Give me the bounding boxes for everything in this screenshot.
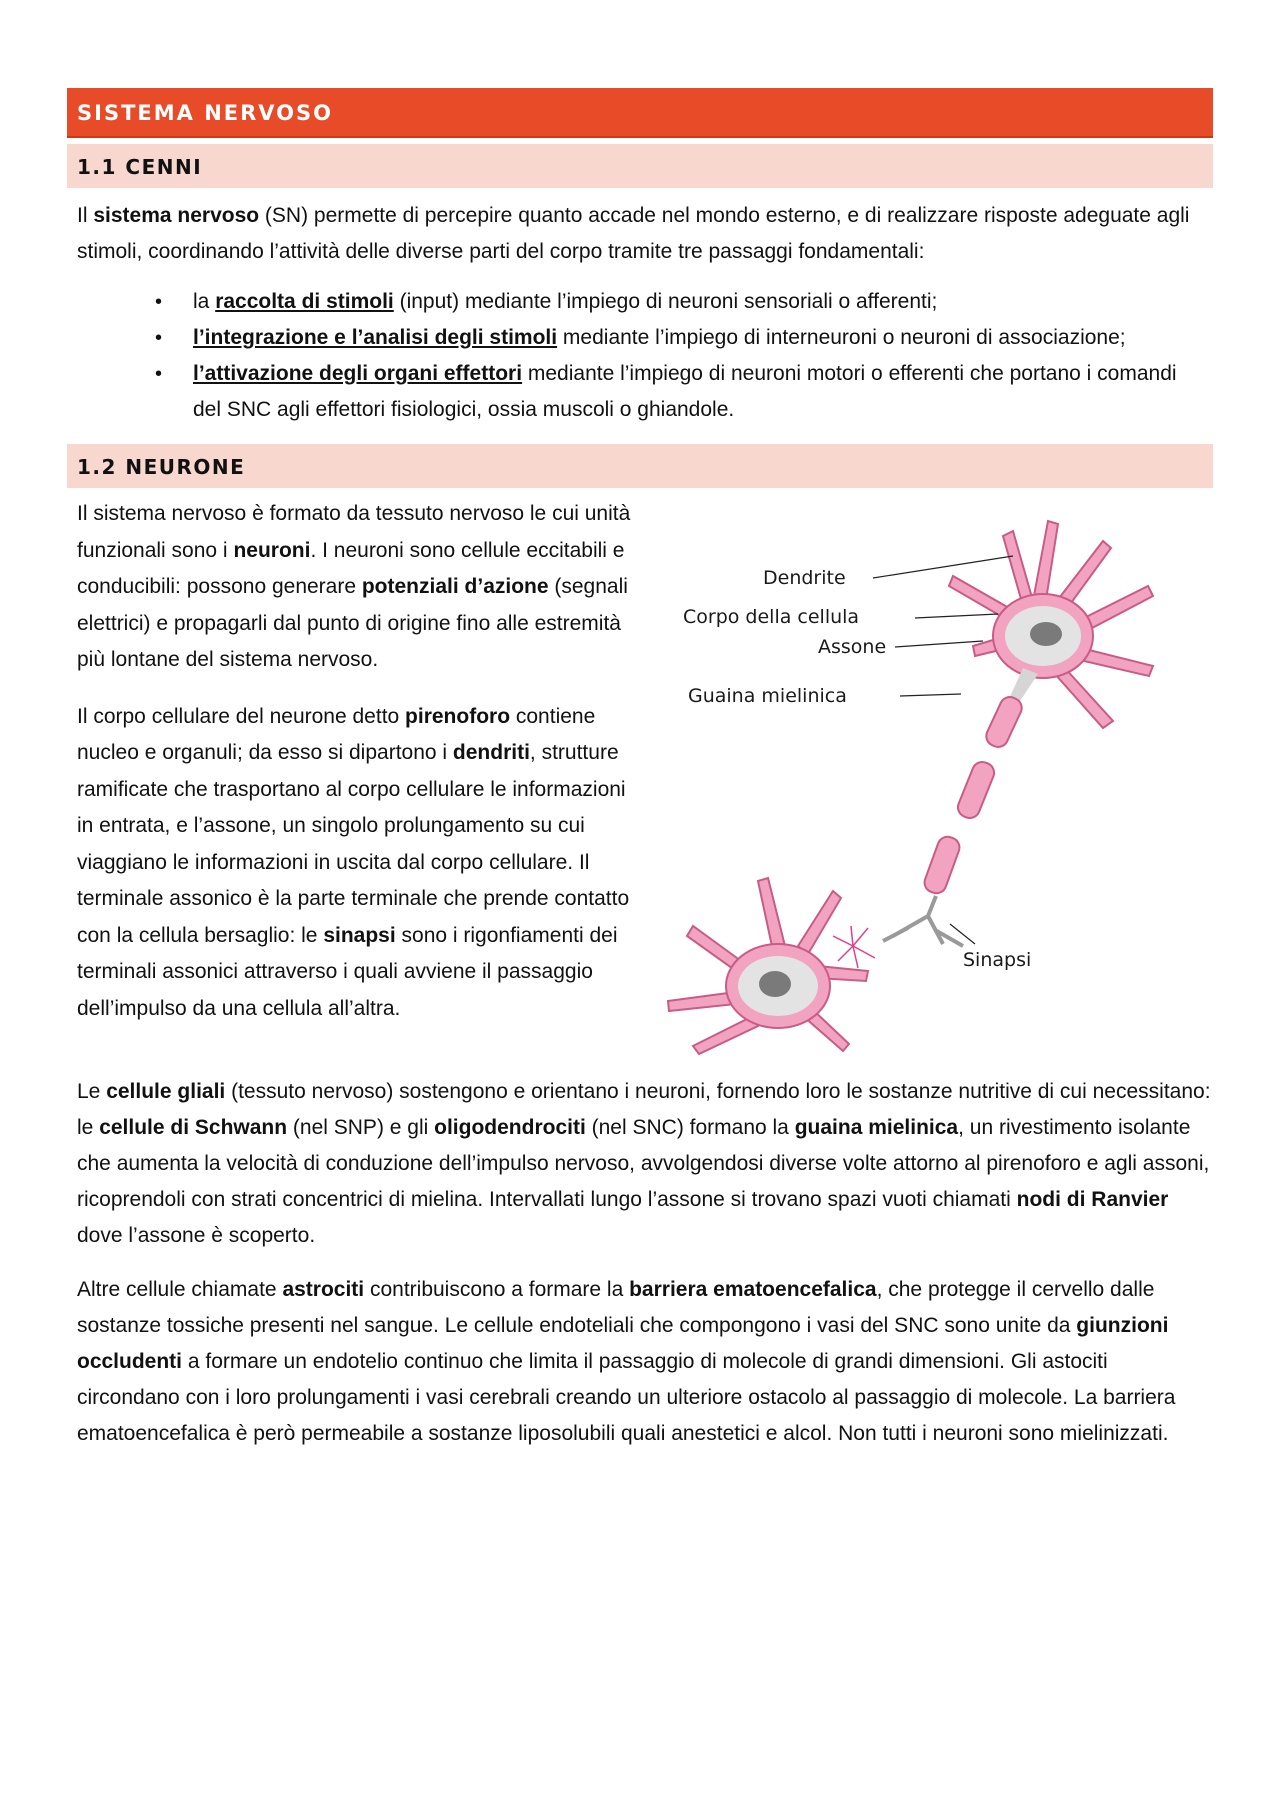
document-page xyxy=(67,88,1213,1452)
text-run: contribuiscono a formare la xyxy=(364,1278,630,1301)
text-run: , un rivestimento isolante che aumenta la velocità di conduzione dell’impulso nervoso, avvolgendosi diverse volte attorno al pirenoforo e agli assoni, ricoprendoli con strati concentrici di mielina. Intervallati lungo l’assone si trovano spazi vuoti chiamati xyxy=(77,1116,1210,1211)
text-run: (nel SNP) e gli xyxy=(287,1116,435,1139)
bold-term: giunzioni occludenti xyxy=(77,1314,1169,1373)
list-item xyxy=(67,320,1213,356)
paragraph xyxy=(67,1074,1213,1254)
text-run: , che protegge il cervello dalle sostanze tossiche presenti nel sangue. Le cellule endoteliali che compongono i vasi del SNC sono unite da xyxy=(77,1278,1155,1337)
neuron-text-column xyxy=(67,496,645,1056)
text-run: la xyxy=(193,290,216,313)
text-run: Altre cellule chiamate xyxy=(77,1278,283,1301)
axon-myelin xyxy=(922,694,1025,896)
text-run: Il xyxy=(77,204,94,227)
bold-term: cellule gliali xyxy=(106,1080,226,1103)
list-item xyxy=(67,356,1213,428)
text-run: a formare un endotelio continuo che limita il passaggio di molecole di grandi dimensioni. Gli astociti circondano con i loro prolungamenti i vasi cerebrali creando un ulteriore ostacolo al passaggio di molecole. La barriera ematoencefalica è però permeabile a sostanze liposolubili quali anestetici e alcol. Non tutti i neuroni sono mielinizzati. xyxy=(77,1350,1176,1445)
bold-term: pirenoforo xyxy=(405,704,511,728)
text-run: (nel SNC) formano la xyxy=(585,1116,795,1139)
bullet-icon: • xyxy=(155,291,163,313)
text-run: sono i rigonfiamenti dei terminali assonici attraverso i quali avviene il passaggio dell’impulso da una cellula all’altra. xyxy=(77,923,618,1020)
synapse-spark xyxy=(833,926,875,968)
page-title: SISTEMA NERVOSO xyxy=(67,88,1213,138)
bold-term: cellule di Schwann xyxy=(99,1116,288,1139)
text-run: Le xyxy=(77,1080,107,1103)
intro-paragraph xyxy=(67,198,1213,270)
label-axon: Assone xyxy=(818,636,887,658)
text-run: (input) mediante l’impiego di neuroni sensoriali o afferenti; xyxy=(393,290,938,313)
bold-term: sinapsi xyxy=(323,923,396,947)
bold-term: barriera ematoencefalica xyxy=(629,1278,877,1301)
section-heading-cenni: 1.1 CENNI xyxy=(67,144,1213,188)
neuron-section xyxy=(67,496,1213,1056)
text-run: mediante l’impiego di neuroni motori o efferenti che portano i comandi del SNC agli effettori fisiologici, ossia muscoli o ghiandole. xyxy=(193,362,1177,421)
text-run: , strutture ramificate che trasportano al corpo cellulare le informazioni in entrata, e l’assone, un singolo prolungamento su cui viaggiano le informazioni in uscita dal corpo cellulare. Il terminale assonico è la parte terminale che prende contatto con la cellula bersaglio: le xyxy=(77,741,630,947)
label-dendrite: Dendrite xyxy=(763,567,846,589)
bold-term: astrociti xyxy=(282,1278,365,1301)
paragraph xyxy=(67,1272,1213,1452)
bold-term: potenziali d’azione xyxy=(361,575,549,598)
bold-term: neuroni xyxy=(233,538,311,562)
text-run: mediante l’impiego di interneuroni o neuroni di associazione; xyxy=(557,326,1126,349)
text-run: (segnali elettrici) e propagarli dal punto di origine fino alle estremità più lontane del sistema nervoso. xyxy=(77,575,628,671)
axon-terminal xyxy=(883,896,963,946)
text-run: dove l’assone è scoperto. xyxy=(77,1224,316,1247)
bold-term: guaina mielinica xyxy=(794,1116,959,1139)
text-run: . I neuroni sono cellule eccitabili e conducibili: possono generare xyxy=(77,538,625,598)
label-cell-body: Corpo della cellula xyxy=(683,606,860,628)
bold-term: sistema nervoso xyxy=(93,204,260,227)
lower-neuron xyxy=(668,878,868,1054)
text-run: (SN) permette di percepire quanto accade nel mondo esterno, e di realizzare risposte adeguate agli stimoli, coordinando l’attività delle diverse parti del corpo tramite tre passaggi fondamentali: xyxy=(77,204,1190,263)
text-run: (tessuto nervoso) sostengono e orientano i neuroni, fornendo loro le sostanze nutritive di cui necessitano: le xyxy=(77,1080,1211,1139)
paragraph xyxy=(67,699,645,1028)
label-synapse: Sinapsi xyxy=(963,949,1032,971)
bold-term: dendriti xyxy=(452,741,530,764)
underlined-term: l’attivazione degli organi effettori xyxy=(193,362,523,385)
section-heading-neurone: 1.2 NEURONE xyxy=(67,444,1213,488)
label-myelin: Guaina mielinica xyxy=(688,685,847,707)
text-run: Il sistema nervoso è formato da tessuto nervoso le cui unità funzionali sono i xyxy=(77,502,631,562)
underlined-term: raccolta di stimoli xyxy=(215,290,394,313)
bold-term: oligodendrociti xyxy=(434,1116,586,1139)
bold-term: nodi di Ranvier xyxy=(1016,1188,1169,1211)
underlined-term: l’integrazione e l’analisi degli stimoli xyxy=(193,326,558,349)
bullet-list xyxy=(67,284,1213,428)
bullet-icon: • xyxy=(155,327,163,349)
text-run: Il corpo cellulare del neurone detto xyxy=(77,704,406,728)
paragraph xyxy=(67,496,645,679)
list-item xyxy=(67,284,1213,320)
upper-neuron xyxy=(949,521,1153,728)
neuron-diagram xyxy=(653,496,1213,1056)
bullet-icon: • xyxy=(155,363,163,385)
text-run: contiene nucleo e organuli; da esso si dipartono i xyxy=(77,704,596,764)
